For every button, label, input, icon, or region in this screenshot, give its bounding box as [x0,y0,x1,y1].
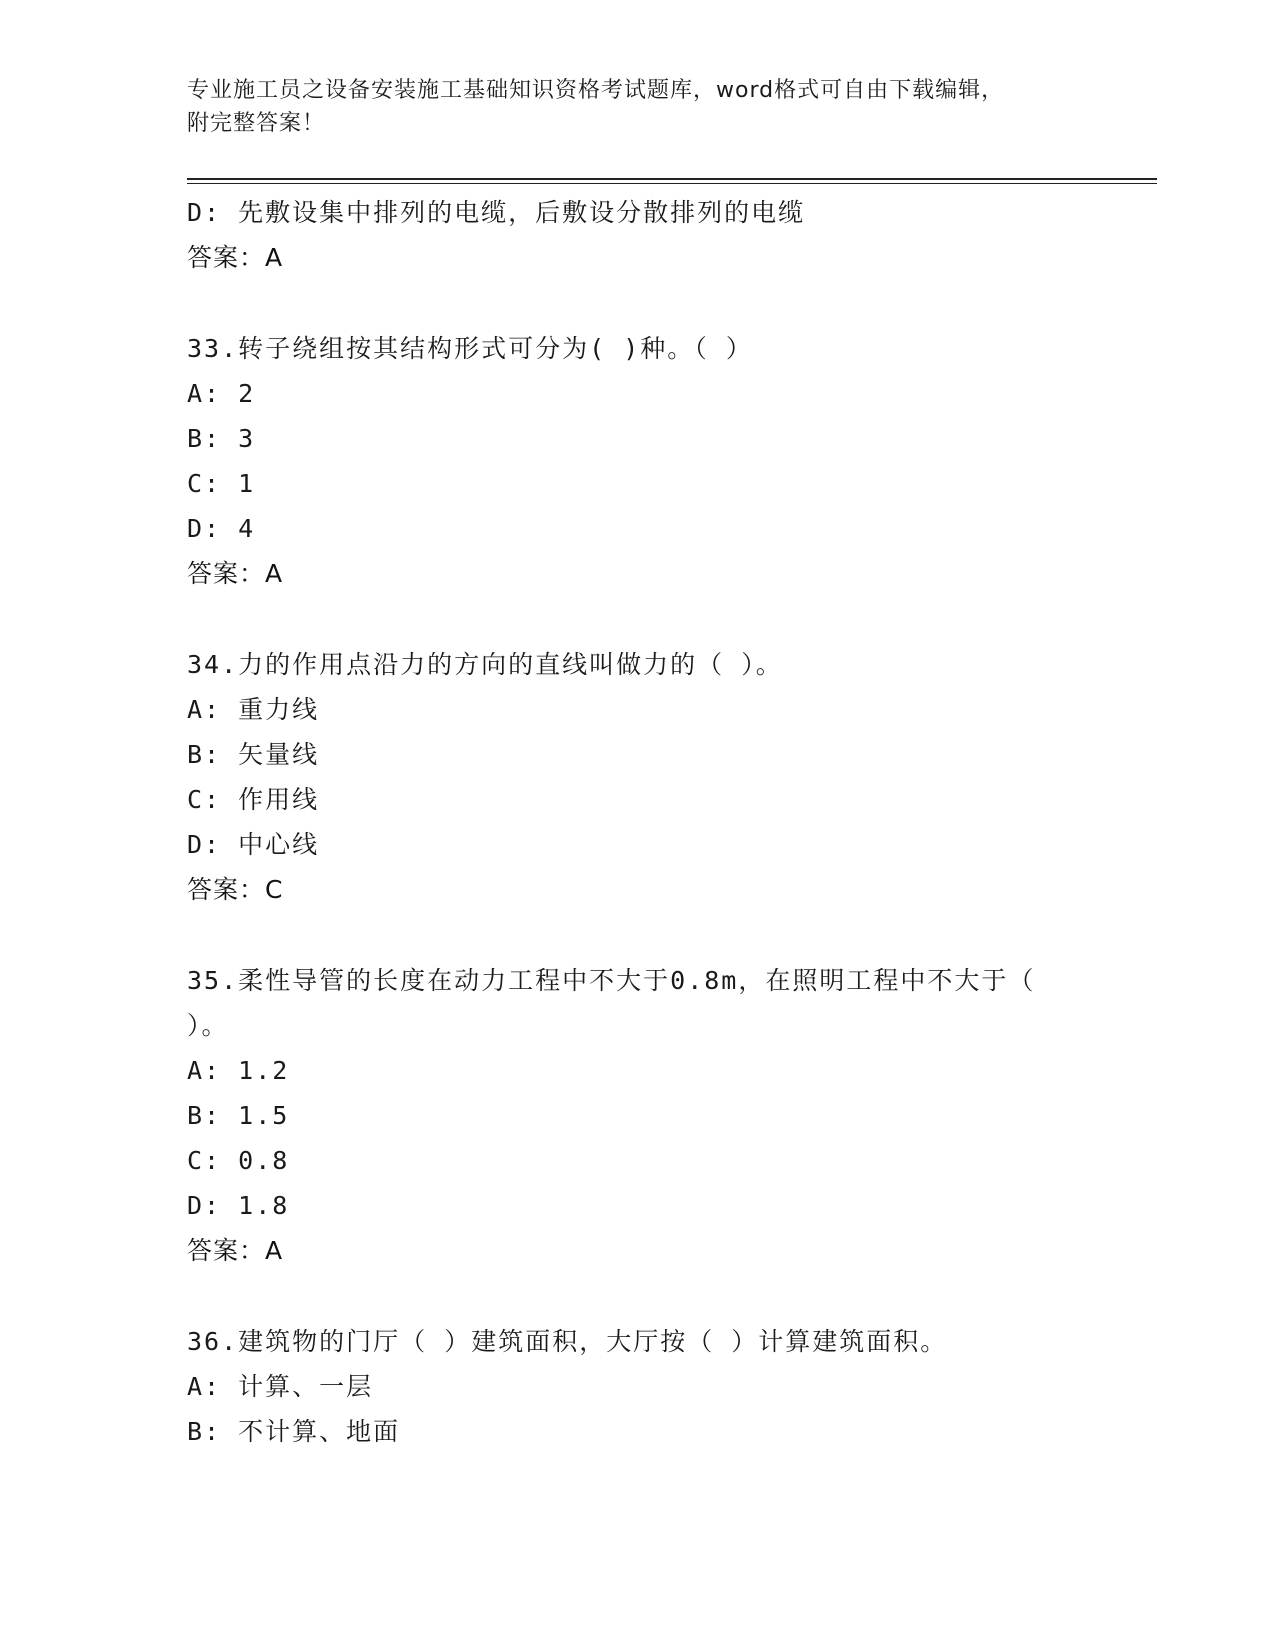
option-d: D: 中心线 [187,830,320,859]
question-list [187,190,1087,1454]
option-a: A: 1.2 [187,1056,290,1085]
option-c: C: 1 [187,469,256,498]
option-c: C: 作用线 [187,785,320,814]
question-34 [187,642,1087,912]
question-36 [187,1319,1087,1454]
question-stem: 36.建筑物的门厅（ ）建筑面积，大厅按（ ）计算建筑面积。 [187,1327,948,1356]
option-a: A: 计算、一层 [187,1372,374,1401]
question-35 [187,958,1087,1273]
option-a: A: 重力线 [187,695,320,724]
option-b: B: 不计算、地面 [187,1417,401,1446]
question-33 [187,326,1087,596]
header-rule-thick [187,178,1157,180]
option-a: A: 2 [187,379,256,408]
document-header [187,74,1087,140]
header-line-2: 附完整答案！ [187,111,326,136]
option-b: B: 1.5 [187,1101,290,1130]
header-rule-thin [187,183,1157,184]
option-d: D: 1.8 [187,1191,290,1220]
option-d: D: 4 [187,514,256,543]
option-b: B: 矢量线 [187,740,320,769]
question-stem-line-1: 35.柔性导管的长度在动力工程中不大于0.8m，在照明工程中不大于（ [187,966,1036,995]
option-b: B: 3 [187,424,256,453]
answer: 答案：A [187,559,284,588]
question-stem: 33.转子绕组按其结构形式可分为( )种。（ ） [187,334,753,363]
prev-answer: 答案：A [187,243,284,272]
answer: 答案：C [187,875,284,904]
header-line-1: 专业施工员之设备安装施工基础知识资格考试题库，word格式可自由下载编辑， [187,78,1005,103]
option-c: C: 0.8 [187,1146,290,1175]
question-stem-line-2: ）。 [187,1011,229,1040]
question-stem: 34.力的作用点沿力的方向的直线叫做力的（ ）。 [187,650,783,679]
answer: 答案：A [187,1236,284,1265]
prev-option-d: D: 先敷设集中排列的电缆，后敷设分散排列的电缆 [187,198,806,227]
